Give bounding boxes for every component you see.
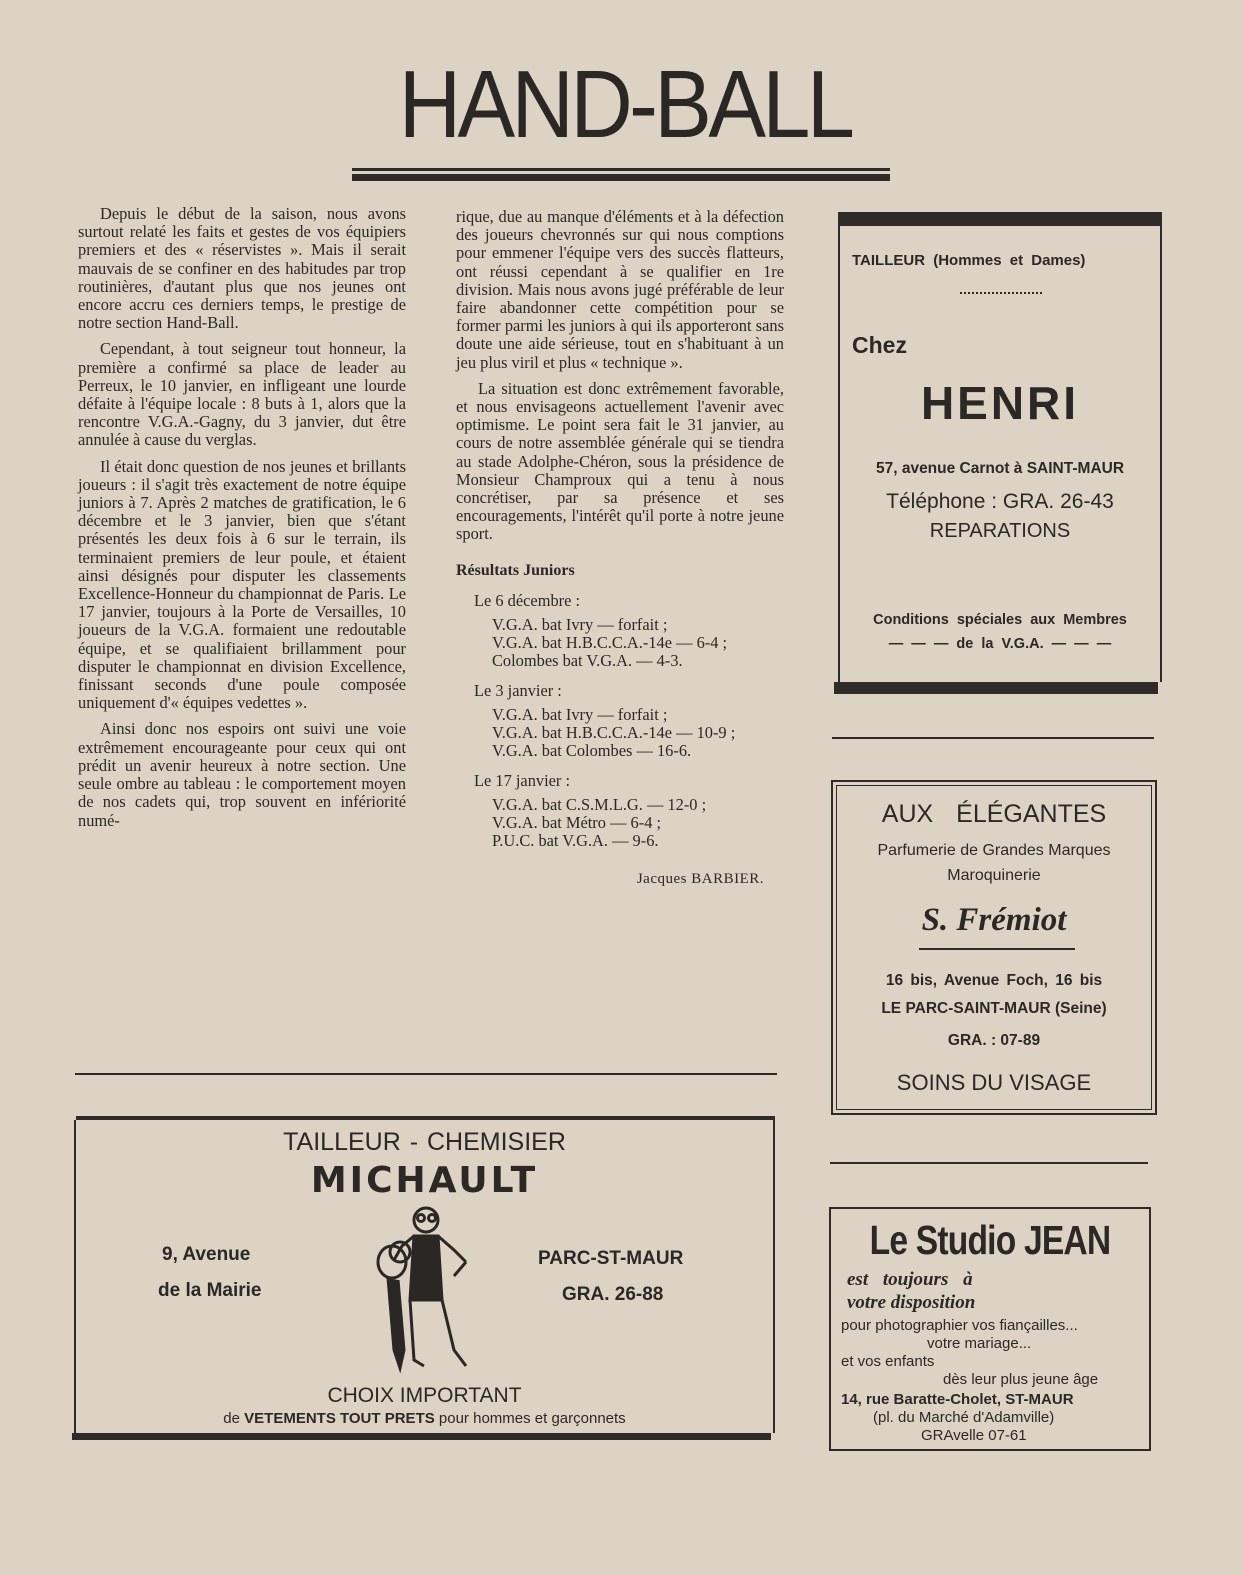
result-line: V.G.A. bat Ivry — forfait ; (492, 615, 668, 635)
result-line: V.G.A. bat C.S.M.L.G. — 12-0 ; (492, 795, 707, 815)
result-line: V.G.A. bat Colombes — 16-6. (492, 741, 692, 761)
ad-michault-addr2: de la Mairie (158, 1280, 262, 1301)
ad-michault-bottom (76, 1410, 773, 1427)
ad-elegantes-city: LE PARC-SAINT-MAUR (Seine) (881, 1000, 1107, 1017)
ad-michault-bottom-pre: de (223, 1410, 240, 1427)
ad-michault-city: PARC-ST-MAUR (538, 1248, 684, 1269)
article-paragraph: La situation est donc extrêmement favorable, et nous envisageons actuellement l'avenir avec optimisme. Le point sera fait le 31 janvier, au cours de notre assemblée générale qui se tiendra au stade Adolphe-Chéron, sous la présidence de Monsieur Champroux qui a tenu à nous concrétiser, par sa présence et ses encouragements, l'intérêt qu'il porte à notre jeune sport. (456, 378, 784, 544)
title-underline-thin (352, 168, 890, 171)
tailor-illustration (354, 1200, 504, 1380)
result-line: V.G.A. bat Métro — 6-4 ; (492, 813, 662, 833)
ad-henri-address: 57, avenue Carnot à SAINT-MAUR (875, 460, 1125, 477)
article-paragraph: Il était donc question de nos jeunes et brillants joueurs : il s'agit très exactement de notre équipe juniors à 7. Après 2 matches de gratification, le 6 décembre et le 3 janvier, bien que s'étant présentés les deux fois à 6 sur le terrain, ils terminaient premiers de leur poule, et étaient ainsi désignés pour disputer les classements Excellence-Honneur du championnat de Paris. Le 17 janvier, toujours à la Porte de Versailles, 10 joueurs de la V.G.A. formaient une redoutable équipe, et se qualifiaient brillamment pour disputer le championnat en division Excellence, finissant seconds d'une poule composée uniquement d'« équipes vedettes ». (78, 456, 406, 713)
ad-studio-jean (829, 1207, 1151, 1451)
article-paragraph: Cependant, à tout seigneur tout honneur, la première a confirmé sa place de leader au Perreux, le 10 janvier, en infligeant une lourde défaite à l'équipe locale : 8 buts à 1, alors que la rencontre V.G.A.-Gagny, du 3 janvier, dut être annulée à cause du verglas. (78, 339, 406, 450)
ad-studio-line2: votre mariage... (927, 1335, 1032, 1352)
results-block (456, 592, 784, 851)
ad-studio-line1: pour photographier vos fiançailles... (841, 1317, 1078, 1334)
title-underline-thick (352, 174, 890, 181)
ad-henri (838, 226, 1162, 682)
ad-michault-trade: TAILLEUR - CHEMISIER (283, 1128, 566, 1156)
ad-henri-conditions: Conditions spéciales aux Membres (873, 612, 1127, 628)
sidebar-separator (832, 737, 1154, 739)
result-date: Le 6 décembre : (474, 590, 581, 610)
article-paragraph: rique, due au manque d'éléments et à la défection des joueurs chevronnés sur qui nous comptions pour emmener l'équipe vers des succès flatteurs, ont réussi cependant à se qualifier en 1re division. Mais nous avons jugé préférable de leur faire abandonner cette compétition pour se former parmi les juniors à qui ils apporteront sans doute une aide sérieuse, tout en s'habituant à un jeu plus viril et plus « technique ». (456, 207, 784, 372)
ad-studio-phone: GRAvelle 07-61 (921, 1427, 1027, 1444)
ad-michault-phone: GRA. 26-88 (562, 1284, 664, 1305)
ad-michault-bottom-bold: VETEMENTS TOUT PRETS (244, 1410, 435, 1427)
ad-studio-place: (pl. du Marché d'Adamville) (873, 1409, 1055, 1426)
ad-henri-conditions-2: — — — de la V.G.A. — — — (888, 636, 1112, 652)
result-date: Le 3 janvier : (474, 681, 562, 701)
result-line: V.G.A. bat Ivry — forfait ; (492, 705, 668, 725)
signature-underline (919, 948, 1075, 950)
ad-studio-line3: et vos enfants (841, 1353, 935, 1370)
ornament-divider (960, 286, 1042, 294)
ad-henri-repairs: REPARATIONS (929, 520, 1071, 542)
ad-elegantes-phone: GRA. : 07-89 (947, 1032, 1041, 1049)
ad-elegantes-address: 16 bis, Avenue Foch, 16 bis (885, 972, 1103, 989)
article-signature: Jacques BARBIER. (636, 871, 764, 888)
page-title: HAND-BALL (398, 51, 852, 158)
result-line: V.G.A. bat H.B.C.C.A.-14e — 10-9 ; (492, 723, 736, 743)
ad-henri-bottom-bar (834, 682, 1158, 694)
result-date: Le 17 janvier : (474, 771, 571, 791)
ad-henri-phone: Téléphone : GRA. 26-43 (886, 490, 1114, 513)
ad-studio-line4: dès leur plus jeune âge (943, 1371, 1099, 1388)
article-column-1 (78, 205, 406, 838)
ad-michault (74, 1120, 775, 1433)
ad-elegantes-sub1: Parfumerie de Grandes Marques (877, 842, 1111, 859)
result-line: P.U.C. bat V.G.A. — 9-6. (492, 831, 659, 851)
ad-elegantes (831, 780, 1157, 1115)
results-heading: Résultats Juniors (456, 561, 575, 579)
article-paragraph: Ainsi donc nos espoirs ont suivi une voie extrêmement encourageante pour ceux qui ont prédit un avenir heureux à notre section. Une seule ombre au tableau : le comportement moyen de nos cadets qui, trop souvent en infériorité numé- (78, 719, 406, 830)
ad-elegantes-name: S. Frémiot (921, 902, 1067, 938)
ad-elegantes-sub2: Maroquinerie (947, 867, 1041, 884)
ad-michault-addr1: 9, Avenue (162, 1244, 251, 1265)
article-column-2 (456, 208, 784, 889)
ad-henri-trade: TAILLEUR (Hommes et Dames) (852, 252, 1086, 269)
ad-michault-bottom-bar (72, 1433, 771, 1440)
ad-studio-name: Le Studio JEAN (869, 1217, 1111, 1263)
result-line: Colombes bat V.G.A. — 4-3. (492, 651, 683, 671)
ad-studio-address: 14, rue Baratte-Cholet, ST-MAUR (841, 1391, 1074, 1408)
ad-studio-tag1: est toujours à (847, 1269, 973, 1290)
ad-michault-choice: CHOIX IMPORTANT (327, 1384, 522, 1407)
result-line: V.G.A. bat H.B.C.C.A.-14e — 6-4 ; (492, 633, 728, 653)
ad-michault-bottom-post: pour hommes et garçonnets (438, 1410, 626, 1427)
ad-henri-chez: Chez (852, 332, 907, 358)
article-separator (75, 1073, 777, 1075)
sidebar-separator (830, 1162, 1148, 1164)
ad-studio-tag2: votre disposition (847, 1292, 976, 1313)
article-paragraph: Depuis le début de la saison, nous avons surtout relaté les faits et gestes de vos équipiers premiers et des « réservistes ». Mais il serait mauvais de se confiner en des habitudes par trop routinières, d'autant plus que nos jeunes ont encore accru ces derniers temps, le prestige de notre section Hand-Ball. (78, 204, 406, 333)
ad-henri-name: HENRI (920, 377, 1080, 429)
ad-michault-name: MICHAULT (310, 1160, 539, 1201)
ad-henri-top-bar (838, 212, 1162, 226)
ad-elegantes-title: AUX ÉLÉGANTES (881, 800, 1107, 828)
ad-elegantes-footer: SOINS DU VISAGE (896, 1070, 1092, 1095)
